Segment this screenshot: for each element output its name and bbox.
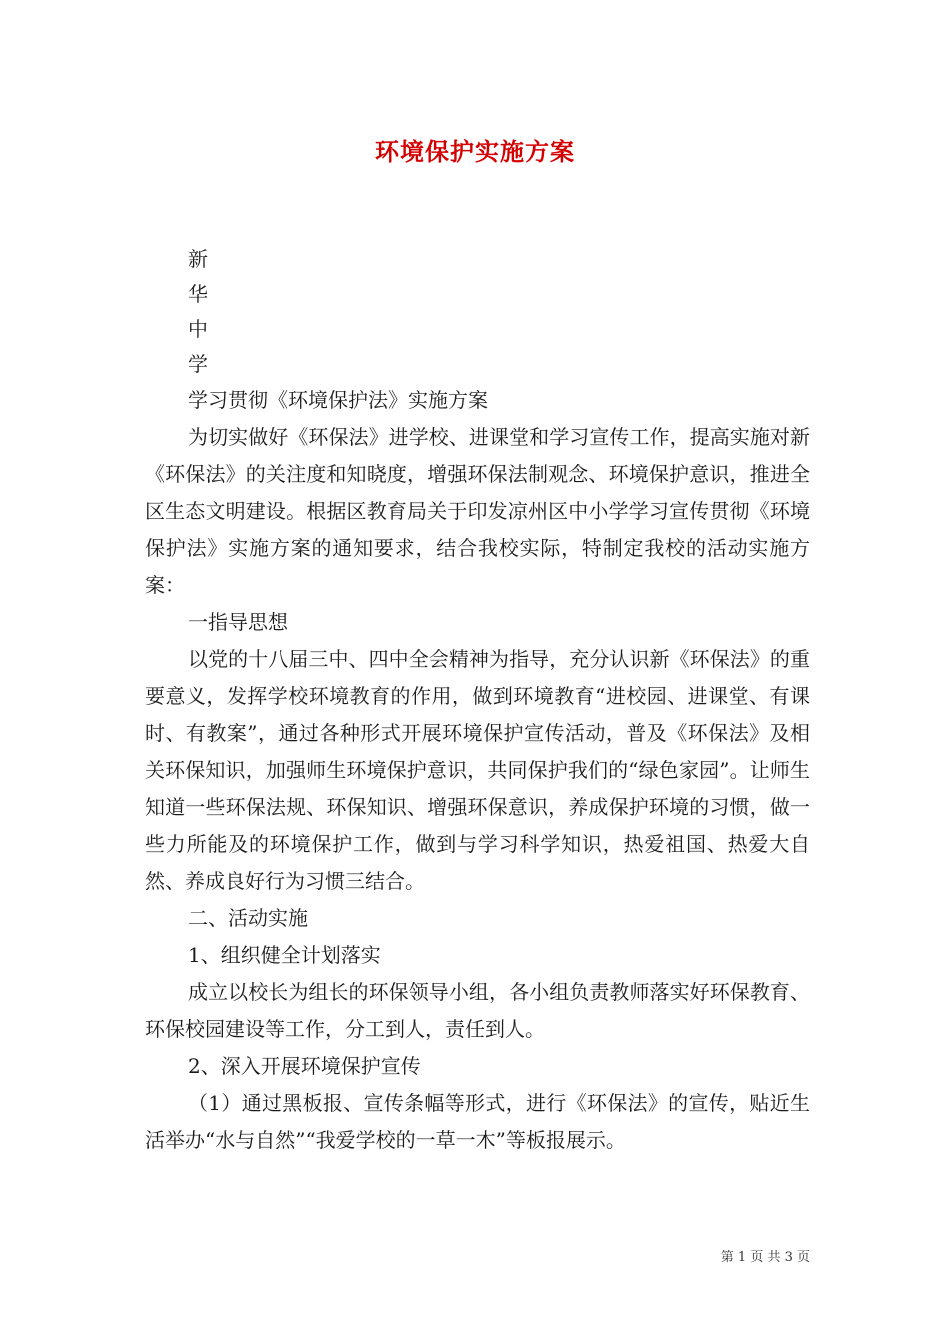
- document-heading: 学习贯彻《环境保护法》实施方案: [188, 388, 488, 412]
- school-name-char: 学: [188, 352, 208, 376]
- sub1-heading: 1、组织健全计划落实: [188, 943, 381, 967]
- section1-heading: 一指导思想: [188, 610, 288, 634]
- school-name-char: 新: [188, 247, 208, 271]
- sub1-paragraph: 成立以校长为组长的环保领导小组，各小组负责教师落实好环保教育、环保校园建设等工作，分工到人，责任到人。: [145, 980, 810, 1041]
- page-number: 第 1 页 共 3 页: [720, 1250, 810, 1265]
- document-body: [145, 242, 810, 1159]
- intro-paragraph: 为切实做好《环保法》进学校、进课堂和学习宣传工作，提高实施对新《环保法》的关注度和知晓度，增强环保法制观念、环境保护意识，推进全区生态文明建设。根据区教育局关于印发凉州区中小学学习宣传贯彻《环境保护法》实施方案的通知要求，结合我校实际，特制定我校的活动实施方案：: [145, 425, 810, 597]
- school-name-char: 中: [188, 317, 208, 341]
- school-name-char: 华: [188, 282, 208, 306]
- document-title: 环境保护实施方案: [375, 137, 575, 166]
- sub2-item1-paragraph: （1）通过黑板报、宣传条幅等形式，进行《环保法》的宣传，贴近生活举办“水与自然”“我爱学校的一草一木”等板报展示。: [145, 1091, 810, 1152]
- sub2-heading: 2、深入开展环境保护宣传: [188, 1054, 421, 1078]
- section1-paragraph: 以党的十八届三中、四中全会精神为指导，充分认识新《环保法》的重要意义，发挥学校环境教育的作用，做到环境教育“进校园、进课堂、有课时、有教案”，通过各种形式开展环境保护宣传活动，普及《环保法》及相关环保知识，加强师生环境保护意识，共同保护我们的“绿色家园”。让师生知道一些环保法规、环保知识、增强环保意识，养成保护环境的习惯，做一些力所能及的环境保护工作，做到与学习科学知识，热爱祖国、热爱大自然、养成良好行为习惯三结合。: [145, 647, 810, 893]
- section2-heading: 二、活动实施: [188, 906, 308, 930]
